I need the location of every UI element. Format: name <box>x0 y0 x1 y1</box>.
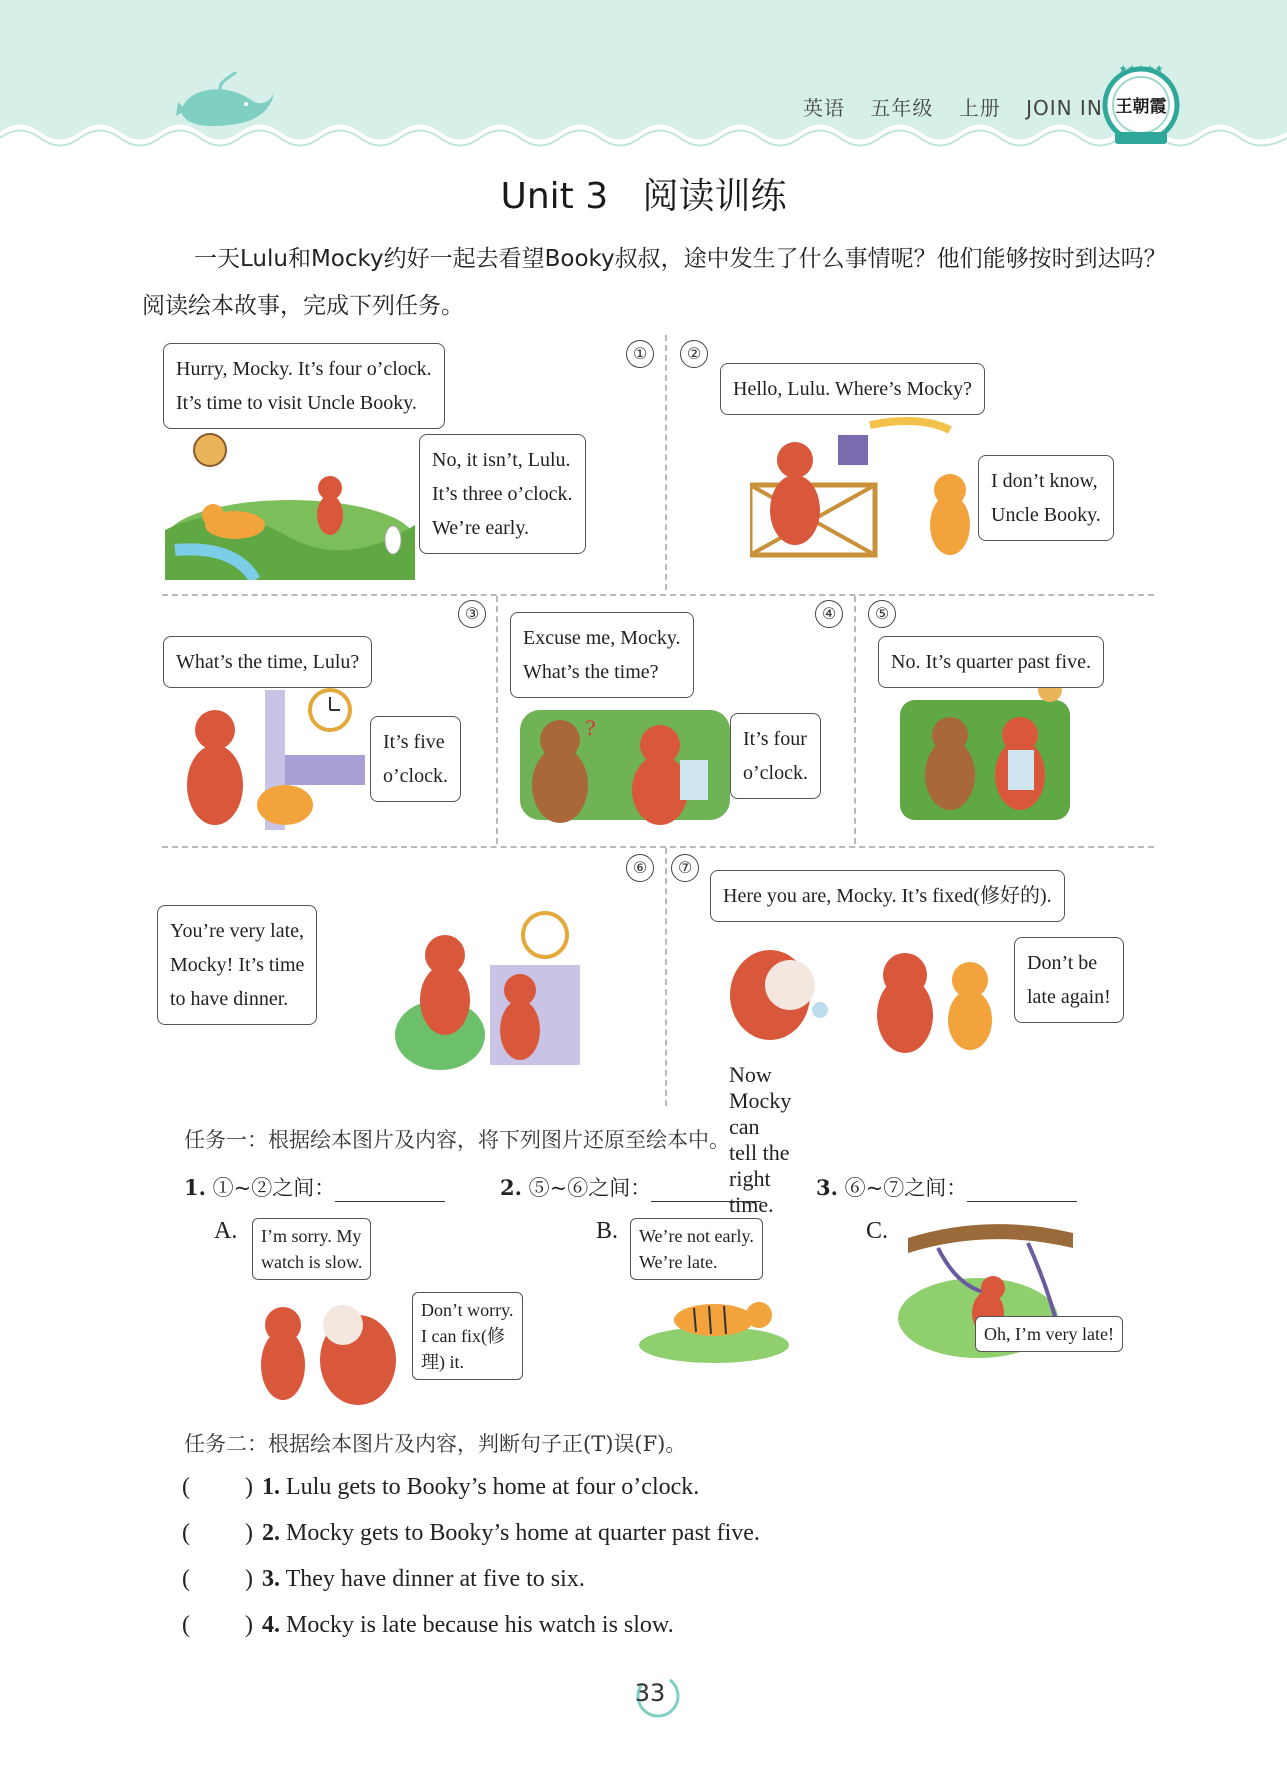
answer-paren[interactable] <box>182 1612 262 1639</box>
paren-open: ( <box>182 1474 190 1500</box>
speech-bubble <box>157 905 317 1025</box>
bubble-line: Don’t worry. <box>421 1300 514 1320</box>
bubble-line: I’m sorry. My <box>261 1226 362 1246</box>
header-grade: 五年级 <box>870 96 934 120</box>
bear-mocky-forest-illustration <box>520 690 730 830</box>
tf-item-4 <box>182 1612 674 1639</box>
item-number: 3. <box>262 1566 280 1592</box>
tf-item-1 <box>182 1474 699 1501</box>
bubble-line: o’clock. <box>383 765 448 787</box>
item-text: Mocky gets to Booky’s home at quarter past five. <box>286 1520 760 1546</box>
bubble-line: We’re early. <box>432 517 530 539</box>
option-a-label: A. <box>214 1218 238 1244</box>
panel-number: ⑤ <box>868 600 896 628</box>
task2-heading: 任务二：根据绘本图片及内容，判断句子正(T)误(F)。 <box>184 1432 687 1456</box>
panel-number: ③ <box>458 600 486 628</box>
booky-mocky-clock-illustration <box>390 905 590 1075</box>
bubble-line: What’s the time? <box>523 661 659 683</box>
item-text: Mocky is late because his watch is slow. <box>286 1612 674 1638</box>
bubble-line: What’s the time, Lulu? <box>176 651 360 673</box>
panel-number: ② <box>680 340 708 368</box>
bubble-line: watch is slow. <box>261 1252 363 1272</box>
task1-heading: 任务一：根据绘本图片及内容，将下列图片还原至绘本中。 <box>184 1128 730 1152</box>
bubble-line: late again! <box>1027 986 1111 1008</box>
bubble-line: Mocky! It’s time <box>170 954 305 976</box>
task1-question-2 <box>500 1172 761 1202</box>
bubble-line: No. It’s quarter past five. <box>891 651 1091 673</box>
option-a-illustration <box>248 1285 408 1410</box>
bubble-line: to have dinner. <box>170 988 289 1010</box>
panel-divider <box>162 846 1154 848</box>
speech-bubble <box>163 636 372 688</box>
tf-item-3 <box>182 1566 585 1593</box>
question-text: ⑥~⑦之间： <box>844 1176 968 1200</box>
speech-bubble <box>1014 937 1124 1023</box>
panel-number: ⑦ <box>671 854 699 882</box>
bubble-line: Excuse me, Mocky. <box>523 627 681 649</box>
bubble-line: You’re very late, <box>170 920 305 942</box>
panel-caption: Now Mocky can tell the right time. <box>729 1062 792 1217</box>
answer-paren[interactable] <box>182 1520 262 1547</box>
speech-bubble <box>163 343 445 429</box>
task1-question-1 <box>184 1172 445 1202</box>
speech-bubble <box>370 716 461 802</box>
speech-bubble <box>878 636 1104 688</box>
question-number: 3. <box>816 1175 838 1200</box>
speech-bubble <box>419 434 586 554</box>
bubble-line: Oh, I’m very late! <box>984 1324 1114 1344</box>
bubble-line: Here you are, Mocky. It’s fixed(修好的). <box>723 885 1052 907</box>
bubble-line: 理) it. <box>421 1352 464 1372</box>
bubble-line: I can fix(修 <box>421 1326 505 1346</box>
watch-fixed-illustration <box>720 935 1010 1055</box>
question-number: 1. <box>184 1175 206 1200</box>
panel-divider <box>162 594 1154 596</box>
answer-paren[interactable] <box>182 1566 262 1593</box>
item-text: Lulu gets to Booky’s home at four o’clock. <box>286 1474 700 1500</box>
option-a-bubble <box>252 1218 371 1280</box>
option-c-label: C. <box>866 1218 889 1244</box>
lulu-mocky-meadow-illustration <box>165 430 415 580</box>
booky-lulu-porch-illustration <box>750 415 990 565</box>
item-number: 4. <box>262 1612 280 1638</box>
page-title: Unit 3 阅读训练 <box>500 176 787 217</box>
speech-bubble <box>720 363 985 415</box>
panel-divider <box>665 848 667 1106</box>
panel-divider <box>496 596 498 844</box>
paren-close: ) <box>245 1520 253 1546</box>
bubble-line: We’re late. <box>639 1252 718 1272</box>
answer-blank[interactable] <box>967 1181 1077 1202</box>
speech-bubble <box>710 870 1065 922</box>
panel-divider <box>665 335 667 590</box>
lulu-clock-illustration <box>175 685 400 830</box>
panel-number: ④ <box>815 600 843 628</box>
panel-number: ⑥ <box>626 854 654 882</box>
item-text: They have dinner at five to six. <box>285 1566 585 1592</box>
page-header <box>0 0 1287 150</box>
question-number: 2. <box>500 1175 522 1200</box>
seal-text: 王朝霞 <box>1115 97 1167 117</box>
paren-close: ) <box>245 1566 253 1592</box>
option-b-tiger-illustration <box>634 1280 794 1365</box>
svg-text:★★★★★: ★★★★★ <box>1118 64 1164 75</box>
paren-open: ( <box>182 1520 190 1546</box>
option-a-bubble-2 <box>412 1292 523 1380</box>
bubble-line: Don’t be <box>1027 952 1098 974</box>
paren-close: ) <box>245 1474 253 1500</box>
paren-open: ( <box>182 1566 190 1592</box>
bubble-line: I don’t know, <box>991 470 1098 492</box>
bubble-line: No, it isn’t, Lulu. <box>432 449 571 471</box>
item-number: 2. <box>262 1520 280 1546</box>
bubble-line: Uncle Booky. <box>991 504 1101 526</box>
answer-paren[interactable] <box>182 1474 262 1501</box>
bubble-line: It’s five <box>383 731 445 753</box>
speech-bubble <box>978 455 1114 541</box>
header-text <box>803 92 1121 121</box>
question-text: ⑤~⑥之间： <box>528 1176 652 1200</box>
brand-seal <box>1101 60 1181 150</box>
option-b-bubble <box>630 1218 763 1280</box>
header-subject: 英语 <box>803 96 845 120</box>
paren-close: ) <box>245 1612 253 1638</box>
answer-blank[interactable] <box>335 1181 445 1202</box>
bubble-line: o’clock. <box>743 762 808 784</box>
panel-divider <box>854 596 856 844</box>
header-edition: JOIN IN <box>1026 96 1103 120</box>
paren-open: ( <box>182 1612 190 1638</box>
tf-item-2 <box>182 1520 760 1547</box>
bubble-line: We’re not early. <box>639 1226 754 1246</box>
bubble-line: Hurry, Mocky. It’s four o’clock. <box>176 358 432 380</box>
page-number: 33 <box>634 1679 666 1707</box>
svg-text:?: ? <box>585 716 596 740</box>
speech-bubble <box>730 713 821 799</box>
bubble-line: Hello, Lulu. Where’s Mocky? <box>733 378 973 400</box>
header-volume: 上册 <box>958 96 1001 120</box>
mocky-bear-back-illustration <box>900 680 1070 820</box>
task1-question-3 <box>816 1172 1077 1202</box>
intro-paragraph: 一天Lulu和Mocky约好一起去看望Booky叔叔，途中发生了什么事情呢？他们能够按时到达吗？阅读绘本故事，完成下列任务。 <box>142 246 1167 319</box>
bubble-line: It’s four <box>743 728 807 750</box>
item-number: 1. <box>262 1474 280 1500</box>
bubble-line: It’s time to visit Uncle Booky. <box>176 392 417 414</box>
option-b-label: B. <box>596 1218 619 1244</box>
answer-blank[interactable] <box>651 1181 761 1202</box>
question-text: ①~②之间： <box>212 1176 336 1200</box>
panel-number: ① <box>626 340 654 368</box>
speech-bubble <box>510 612 694 698</box>
option-c-bubble <box>975 1316 1123 1352</box>
bubble-line: It’s three o’clock. <box>432 483 573 505</box>
